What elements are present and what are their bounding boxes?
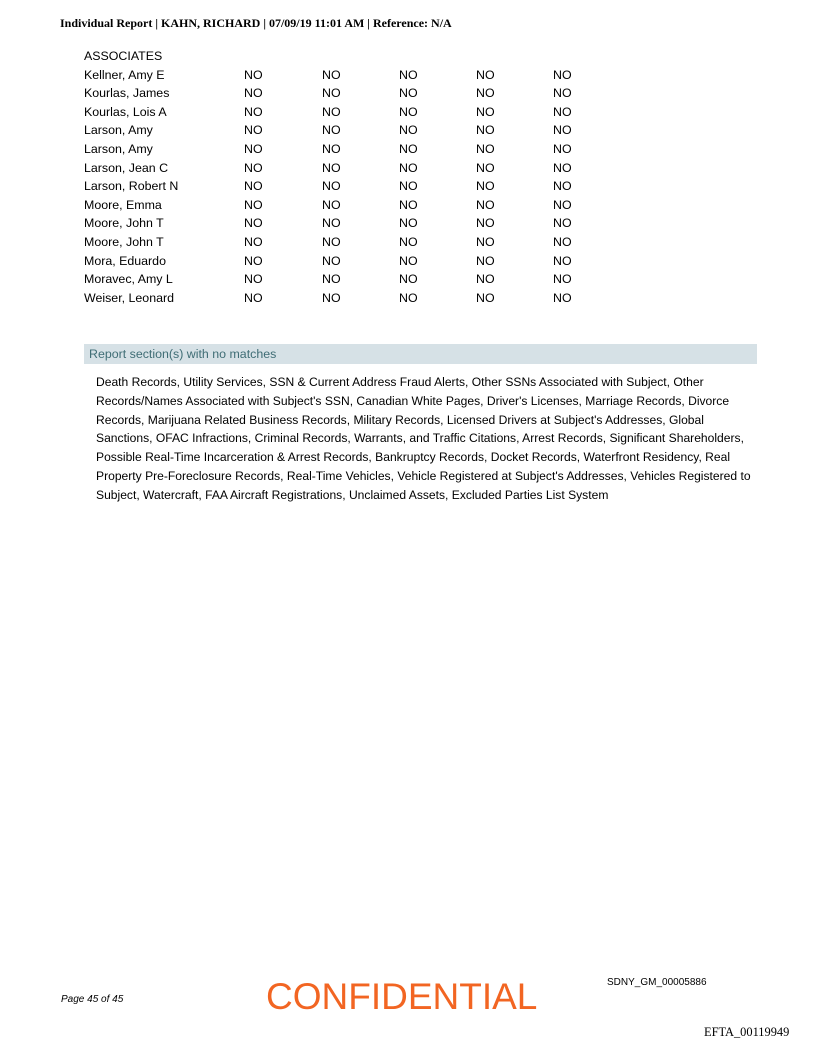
confidential-stamp: CONFIDENTIAL xyxy=(266,976,538,1017)
associate-name: Moore, John T xyxy=(84,216,164,231)
associate-flag: NO xyxy=(476,290,495,305)
efta-number: EFTA_00119949 xyxy=(704,1025,790,1039)
associate-flag: NO xyxy=(476,86,495,101)
associate-flag: NO xyxy=(476,141,495,156)
associate-row xyxy=(84,289,572,308)
associate-flag: NO xyxy=(322,290,341,305)
associates-rows xyxy=(84,66,572,308)
no-matches-title: Report section(s) with no matches xyxy=(89,347,277,361)
associate-flag: NO xyxy=(476,253,495,268)
associate-flag: NO xyxy=(322,253,341,268)
associate-row xyxy=(84,103,572,122)
associate-flag: NO xyxy=(553,253,572,268)
associate-flag: NO xyxy=(553,123,572,138)
associate-flag: NO xyxy=(322,197,341,212)
associate-row xyxy=(84,159,572,178)
no-matches-section-header xyxy=(84,344,757,364)
associate-name: Kellner, Amy E xyxy=(84,67,165,82)
associate-row xyxy=(84,66,572,85)
associate-flag: NO xyxy=(476,272,495,287)
associate-flag: NO xyxy=(244,104,263,119)
associate-row xyxy=(84,252,572,271)
associate-flag: NO xyxy=(553,197,572,212)
associate-flag: NO xyxy=(553,86,572,101)
associate-row xyxy=(84,140,572,159)
associate-name: Weiser, Leonard xyxy=(84,290,175,305)
associate-row xyxy=(84,196,572,215)
associate-name: Larson, Amy xyxy=(84,123,153,138)
associate-flag: NO xyxy=(553,234,572,249)
associate-flag: NO xyxy=(244,86,263,101)
associate-flag: NO xyxy=(476,123,495,138)
associate-row xyxy=(84,177,572,196)
associate-flag: NO xyxy=(322,160,341,175)
no-matches-list: Death Records, Utility Services, SSN & Current Address Fraud Alerts, Other SSNs Associated with Subject, Other Records/Names Associated with Subject's SSN, Canadian White Pages, Driver's Licenses, Marriage Records, Divorce Records, Marijuana Related Business Records, Military Records, Licensed Drivers at Subject's Addresses, Global Sanctions, OFAC Infractions, Criminal Records, Warrants, and Traffic Citations, Arrest Records, Significant Shareholders, Possible Real-Time Incarceration & Arrest Records, Bankruptcy Records, Docket Records, Waterfront Residency, Real Property Pre-Foreclosure Records, Real-Time Vehicles, Vehicle Registered at Subject's Addresses, Vehicles Registered to Subject, Watercraft, FAA Aircraft Registrations, Unclaimed Assets, Excluded Parties List System xyxy=(96,375,751,502)
associate-flag: NO xyxy=(244,290,263,305)
associate-flag: NO xyxy=(476,104,495,119)
associate-flag: NO xyxy=(476,234,495,249)
associate-row xyxy=(84,84,572,103)
associate-name: Larson, Jean C xyxy=(84,160,169,175)
associate-flag: NO xyxy=(399,290,418,305)
associate-flag: NO xyxy=(244,179,263,194)
associate-flag: NO xyxy=(553,216,572,231)
associate-flag: NO xyxy=(399,141,418,156)
associate-flag: NO xyxy=(399,123,418,138)
bates-number: SDNY_GM_00005886 xyxy=(607,977,707,988)
associate-flag: NO xyxy=(476,179,495,194)
associate-flag: NO xyxy=(322,216,341,231)
associate-flag: NO xyxy=(476,197,495,212)
associate-flag: NO xyxy=(322,272,341,287)
associate-flag: NO xyxy=(399,104,418,119)
associate-flag: NO xyxy=(399,216,418,231)
associate-flag: NO xyxy=(244,123,263,138)
associate-flag: NO xyxy=(244,67,263,82)
associate-row xyxy=(84,270,572,289)
associate-flag: NO xyxy=(399,197,418,212)
associate-flag: NO xyxy=(399,160,418,175)
associate-row xyxy=(84,121,572,140)
associate-flag: NO xyxy=(399,272,418,287)
associate-name: Moore, Emma xyxy=(84,197,162,212)
associate-flag: NO xyxy=(322,179,341,194)
associate-flag: NO xyxy=(322,234,341,249)
associate-flag: NO xyxy=(553,104,572,119)
associate-name: Larson, Amy xyxy=(84,141,153,156)
associate-name: Mora, Eduardo xyxy=(84,253,166,268)
associate-flag: NO xyxy=(322,86,341,101)
associate-flag: NO xyxy=(553,290,572,305)
associate-name: Kourlas, Lois A xyxy=(84,104,167,119)
associate-flag: NO xyxy=(399,67,418,82)
associate-name: Moravec, Amy L xyxy=(84,272,173,287)
associate-flag: NO xyxy=(244,216,263,231)
associate-row xyxy=(84,233,572,252)
associate-flag: NO xyxy=(244,197,263,212)
associate-row xyxy=(84,214,572,233)
associate-flag: NO xyxy=(244,272,263,287)
associate-flag: NO xyxy=(399,86,418,101)
associate-flag: NO xyxy=(399,179,418,194)
associate-flag: NO xyxy=(322,67,341,82)
associate-flag: NO xyxy=(476,67,495,82)
associate-name: Moore, John T xyxy=(84,234,164,249)
associates-table xyxy=(84,47,572,307)
associates-title: ASSOCIATES xyxy=(84,49,163,63)
associate-flag: NO xyxy=(322,104,341,119)
report-header: Individual Report | KAHN, RICHARD | 07/09/19 11:01 AM | Reference: N/A xyxy=(60,16,452,30)
associate-name: Kourlas, James xyxy=(84,86,170,101)
associate-flag: NO xyxy=(244,141,263,156)
associate-flag: NO xyxy=(244,253,263,268)
associate-flag: NO xyxy=(553,141,572,156)
associate-flag: NO xyxy=(553,272,572,287)
associate-flag: NO xyxy=(322,141,341,156)
associate-name: Larson, Robert N xyxy=(84,179,179,194)
associate-flag: NO xyxy=(553,179,572,194)
associate-flag: NO xyxy=(399,234,418,249)
associate-flag: NO xyxy=(399,253,418,268)
associate-flag: NO xyxy=(244,160,263,175)
associate-flag: NO xyxy=(244,234,263,249)
associate-flag: NO xyxy=(553,67,572,82)
associate-flag: NO xyxy=(322,123,341,138)
page-number: Page 45 of 45 xyxy=(61,994,124,1005)
associate-flag: NO xyxy=(553,160,572,175)
associate-flag: NO xyxy=(476,216,495,231)
associate-flag: NO xyxy=(476,160,495,175)
